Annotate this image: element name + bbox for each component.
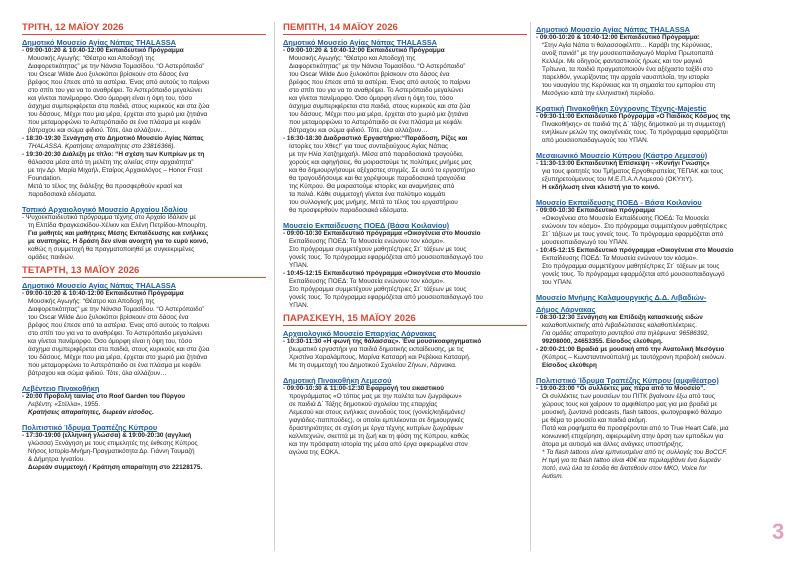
event-text-line: Για μαθητές και μαθήτριες Μέσης Εκπαίδευσης και ενήλικες [28, 230, 209, 237]
column-divider [530, 22, 531, 551]
event-text-line: Εκπαίδευσης ΠΟΕΔ: Τα Μουσεία ενώνουν τον κόσμο». [542, 255, 698, 262]
event-text-line: βάτραχου και σώμα φιδιού. Τότε, όλα αλλάζουν… [28, 127, 167, 134]
event-text-line: ανοίξ πανιά!” με την μουσειοπαιδαγωγό Μαρίνα Πρωτοπαπά [542, 50, 714, 57]
event-text-line: καλλιτεχνών, σκεπτά με τη ζωή και τη φύση της Κύπρου, καθώς [289, 433, 469, 440]
venue-title: Μουσείο Μνήμης Καλαμουργικής Δ.Δ. Λιβαδιών- [536, 293, 707, 302]
event-text-line: Κρατήσεις απαραίτητες, δωρεάν είσοδος. [28, 409, 154, 416]
venue-title: Κρατική Πινακοθήκη Σύγχρονης Τέχνης-Majestic [536, 104, 707, 113]
event-text-line: και γίνεται πανέμορφο. Όσο όμορφη είναι η όψη του, τόσο [289, 95, 454, 102]
event-text-line: άτομα με αυτισμό και άλλες ανάγκες υποστήριξης. [542, 441, 684, 448]
event-text-line: στο σπίτι του για να το αναθρέψει. Το Αστερόπαιδο μεγαλώνει [28, 330, 203, 337]
venue-title: Δημοτικό Μουσείο Αγίας Νάπας THALASSA [536, 25, 691, 34]
event-text-line: που μεταμορφώνει το Αστερόπαιδο σε ένα πλάσμα με κεφάλι [289, 119, 462, 126]
spacer [283, 370, 527, 373]
event-text-line: της Κύπρου. Θα μοιραστούμε ιστορίες και αναμνήσεις από [289, 183, 455, 190]
event-text-line: Ποτά και ροφήματα θα προσφέρονται από το True Heart Café, μια [542, 425, 729, 432]
event-text-line: κοινωνική επιχείρηση, αφιερωμένη στην άρση των εμποδίων για [542, 433, 724, 440]
event-text-line: και την πρόσφατη ιστορία της μέσα από έργα αφιερωμένα στον [289, 441, 468, 448]
event-text-line: καθώς η συμμετοχή θα πραγματοποιηθεί με συγκεκριμένες [28, 246, 195, 253]
event-text-line: θα τραγουδήσουμε και θα χορέψουμε παραδοσιακά τραγούδια [289, 175, 466, 182]
day-heading: ΤΕΤΑΡΤΗ, 13 ΜΑΪΟΥ 2026 [22, 265, 266, 278]
event-text-line: και γίνεται πανέμορφο. Όσο όμορφη είναι η όψη του, τόσο [28, 95, 193, 102]
page-number: 3 [772, 519, 785, 544]
venue-title: Αρχαιολογικό Μουσείο Επαρχίας Λάρνακας [283, 329, 437, 338]
event-text-line: χώρους τους και χαίρουν το αμφιθέατρο μας για μια βραδιά με [542, 401, 718, 408]
event-text-line: & Δήμητρα Ιγνατίου. [28, 456, 86, 463]
spacer [536, 192, 780, 195]
event-text-line: Νήσος Ιστορία-Μνήμη-Πραγματικότητα Δρ. Γιάννη Τουμαζή [28, 448, 195, 455]
event-text-line: ποτό, ενώ όλα τα έσοδα θα διατεθούν στον ΜΚΟ, Voice for [542, 465, 707, 472]
event-text-line: με την Ηλία Χατζημιχαήλ. Μέσα από παραδοσιακά τραγούδια, [289, 151, 464, 158]
column-divider [274, 22, 275, 551]
venue-title: Δημοτικό Μουσείο Αγίας Νάπας THALASSA [22, 38, 177, 47]
event-text-line: που μεταμορφώνει το Αστερόπαιδο σε ένα πλάσμα με κεφάλι [28, 119, 201, 126]
event-text-line: Πινακοθήκης» σε παιδιά της Δ΄ τάξης δημοτικού με τη συμμετοχή [542, 121, 726, 128]
event-text-line: του δάσους. Μέχρι που μια μέρα, έρχεται στο χωριό μια ζητιάνα [28, 111, 208, 118]
event-text-line: 99208000, 24653355. Είσοδος ελεύθερη. [542, 338, 663, 345]
event-text-line: άσχημα συμπεριφέρεται στα παιδιά, στους κυρικούς και στα ζώα [289, 103, 471, 110]
venue-title: Δημοτικό Μουσείο Αγίας Νάπας THALASSA [283, 38, 438, 47]
event-text-line: τη Ελπίδα Φραγκεσκίδου-Χέλκιν και Ελένη Πετρίδου-Μπουρίτη. [28, 222, 208, 229]
spacer [536, 98, 780, 101]
event-text-line: Η εκδήλωση είναι κλειστή για το κοινό. [542, 184, 660, 191]
spacer [22, 417, 266, 420]
event-text-line: - 09:30-11:00 Εκπαιδευτικό Πρόγραμμα «Ο Παιδικός Κόσμος της [536, 113, 731, 120]
spacer [536, 370, 780, 373]
event-text-line: άσχημα συμπεριφέρεται στα παιδιά, στους κυρικούς και στα ζώα [28, 346, 210, 353]
column-1 [22, 22, 266, 551]
event-text-line: Εκπαίδευσης ΠΟΕΔ: Τα Μουσεία ενώνουν τον κόσμο». [289, 278, 445, 285]
event-text-line: του ΥΠΑΝ. [542, 279, 573, 286]
spacer [536, 287, 780, 290]
venue-title: Πολιτιστικό Ίδρυμα Τραπέζης Κύπρου (αμφιθέατρο) [536, 376, 719, 385]
event-text-line: Μεσόγειο κατά την ελληνιστική περίοδο. [542, 90, 655, 97]
event-text-line: του δάσους. Μέχρι που μια μέρα, έρχεται στο χωριό μια ζητιάνα [28, 354, 208, 361]
event-text-line: ενηλίκων μελών της οικογένειάς τους. Το πρόγραμμα εφαρμόζεται [542, 129, 728, 136]
venue-title: Δημοτικό Μουσείο Αγίας Νάπας THALASSA [22, 281, 177, 290]
venue-title: Πολιτιστικό Ίδρυμα Τραπέζης Κύπρου [22, 423, 158, 432]
day-heading: ΠΕΜΠΤΗ, 14 ΜΑΪΟΥ 2026 [283, 22, 527, 35]
event-text-line: Autism. [542, 473, 564, 480]
event-text-line: σε παιδιά Δ΄ Τάξης δημοτικού σχολείου της επαρχίας [289, 401, 438, 408]
event-text-line: * Τα flash tattoos είναι εμπνευσμένα από τις συλλογές του BoCCF. [542, 449, 728, 456]
event-text-line: “Στην Αγία Νάπα τι θαλασσοφέλπτι… Καράβι της Κερύνειας, [542, 42, 712, 49]
event-text-line: ομάδες παιδιών. [28, 254, 75, 261]
event-text-line: - 17:30-19:00 (ελληνική γλώσσα) & 19:00-20:30 (αγγλική [22, 432, 192, 439]
event-text-line: στο σπίτι του για να το αναθρέψει. Το Αστερόπαιδο μεγαλώνει [289, 87, 464, 94]
event-text-line: μουσειοπαιδαγωγό του ΥΠΑΝ. [542, 239, 629, 246]
venue-title: Μεσαιωνικό Μουσείο Κύπρου (Κάστρο Λεμεσού) [536, 151, 708, 160]
event-text-line: γονείς τους. Το πρόγραμμα εφαρμόζεται από μουσειοπαιδαγωγό [542, 271, 725, 278]
event-text-line: Λεβέντη: «Στέλλα», 1955. [28, 401, 101, 408]
event-text-line: Foundation. [28, 175, 62, 182]
venue-title: Λεβέντειο Πινακοθήκη [22, 384, 100, 393]
event-text-line: βρέφος που έπεσε από τα αστέρια. Ένας από αυτούς το παίρνει [289, 79, 471, 86]
event-text-line: Τρίτωνα, τα παιδιά πραγματοποιούν ένα αξέχαστο ταξίδι στο [542, 66, 713, 73]
day-heading: ΠΑΡΑΣΚΕΥΗ, 15 ΜΑΪΟΥ 2026 [283, 313, 527, 326]
event-text-line: γιαγιάδες-παππούδες), οι οποίοι εμπλέκονται σε δημιουργικές [289, 417, 464, 424]
event-text-line: του Oscar Wilde Δυο ξυλοκόποι βρίσκουν στο δάσος ένα [28, 71, 189, 78]
event-text-line: Είσοδος ελεύθερη [542, 362, 597, 369]
event-text-line: με αναπηρίες. Η δράση δεν είναι ανοιχτή για το ευρύ κοινό, [28, 238, 209, 245]
event-text-line: Εκπαίδευσης ΠΟΕΔ: Τα Μουσεία ενώνουν τον κόσμο». [289, 238, 445, 245]
event-text-line: γονείς τους. Το πρόγραμμα εφαρμόζεται από μουσειοπαιδαγωγό του [289, 294, 483, 301]
event-text-line: Οι συλλέκτες των μουσείων του ΠΙΤΚ βγαίνουν έξω από τους [542, 393, 715, 400]
event-text-line: παραδοσιακά εδέσματα. [28, 191, 97, 198]
event-text-line: - 16:30-18:30 Διαδραστικό Εργαστήριο:“Παράδοση, Ρίζες και [283, 135, 468, 142]
event-text-line: γονείς τους. Το πρόγραμμα εφαρμόζεται από μουσειοπαιδαγωγό του [289, 254, 483, 261]
venue-title: Μουσείο Εκπαίδευσης ΠΟΕΔ - Βάσα Κοιλανίου [536, 198, 702, 207]
event-text-line: αγώνα της ΕΟΚΑ. [289, 449, 341, 456]
event-text-line: παρελθόν, γνωρίζοντας την αρχαία ναυσιπλοΐα, την ιστορία [542, 74, 709, 81]
event-text-line: - 11:30-13:00 Εκπαιδευτική Επίσκεψη - «Κυνήγι Γνώσης» [536, 160, 710, 167]
event-text-line: μουσική, ζωντανά podcasts, flash tattoos, φωτογραφικό θάλαμο [542, 409, 722, 416]
event-text-line: ΥΠΑΝ. [289, 302, 309, 309]
event-text-line: - 09:00-10:30 & 11:00-12:30 Εφαρμογή του εικαστικού [283, 385, 445, 392]
event-text-line: προγράμματος «Ο τόπος μας με την παλέτα των ζωγράφων» [289, 393, 462, 400]
day-heading: ΤΡΙΤΗ, 12 ΜΑΪΟΥ 2026 [22, 22, 266, 35]
column-3 [536, 22, 780, 551]
event-text-line: θα προσφερθούν παραδοσιακά εδέσματα. [289, 207, 409, 214]
event-text-line: - 08:30-12:30 Ξενάγηση και Επίδειξη κατασκευής ειδών [536, 314, 703, 321]
event-text-line: γλώσσα) Ξενάγηση με τους επιμελητές της έκθεσης Κύπρος [28, 440, 198, 447]
event-text-line: Χριστίνα Χαραλάμπους, Μαρίνα Κατσαρή και Ρεβέκκα Κατσαρή. [289, 354, 471, 361]
event-text-line: δραστηριότητες σε σχέση με έργα τέχνης κυπρίων ζωγράφων [289, 425, 463, 432]
event-text-line: ενώνουν τον κόσμο». Στο πρόγραμμα συμμετέχουν μαθητές/τριες [542, 223, 727, 230]
event-text-line: - 09:00-10:20 & 10:40-12:00 Εκπαιδευτικό Πρόγραμμα: [536, 34, 700, 41]
event-text-line: - 10:45-12:15 Εκπαιδευτικό πρόγραμμα «Οικογένεια στο Μουσείο [283, 270, 481, 277]
event-text-line: - 09:00-10:20 & 10:40-12:00 Εκπαιδευτικό Πρόγραμμα [22, 290, 184, 297]
event-text-line: - 19:30-20:30 Διάλεξη με τίτλο: “Η σχέση των Κυπρίων με τη [22, 151, 205, 158]
event-text-line: του συλλογικής μας μνήμης. Μετά το τέλος του εργαστήριου [289, 199, 458, 206]
venue-title: Δήμος Λάρνακας [536, 305, 596, 314]
event-text-line: - 09:00-10:20 & 10:40-12:00 Εκπαιδευτικό Πρόγραμμα [283, 47, 445, 54]
event-text-line: Ιστορίες του Χθες!” για τους συνταξιούχους Αγίας Νάπας [289, 143, 449, 150]
spacer [283, 215, 527, 218]
event-text-line: του Oscar Wilde Δυο ξυλοκόποι βρίσκουν στο δάσος ένα [289, 71, 450, 78]
event-text-line: - Ψυχοεκπαιδευτικό πρόγραμμα τέχνης στο Αρχαίο Ιδάλιον με [22, 214, 197, 221]
venue-title: Δημοτική Πινακοθήκη Λεμεσού [283, 376, 392, 385]
event-text-line: Μουσικής Αγωγής: “Θέατρο και Αποδοχή της [28, 298, 155, 305]
event-text-line: Μουσικής Αγωγής: “Θέατρο και Αποδοχή της [289, 55, 416, 62]
event-text-line: Στο πρόγραμμα συμμετέχουν μαθητές/τριες Στ΄ τάξεων με τους [289, 286, 467, 293]
event-text-line: THALASSA. Κρατήσεις απαραίτητες στο 23816366). [28, 143, 176, 150]
event-text-line: - 20:00-21:00 Βραδιά με μουσική από την Ανατολική Μεσόγειο [536, 346, 725, 353]
event-text-line: - 09:00-10:30 Εκπαιδευτικό πρόγραμμα [536, 207, 655, 214]
event-text-line: Διαφορετικότητας” με την Νάνσια Τομασίδου. “Ο Αστερόπαιδο” [289, 63, 466, 70]
event-text-line: Μετά το τέλος της διάλεξης θα προσφερθούν κρασί και [28, 183, 183, 190]
spacer [536, 145, 780, 148]
event-text-line: (Κύπρος – Κωνσταντινούπολη) με ταυτόχρονη προβολή εικόνων. [542, 354, 727, 361]
event-text-line: βρέφος που έπεσε από τα αστέρια. Ένας από αυτούς το παίρνει [28, 79, 210, 86]
event-text-line: τα παλιά. Κάθε συμμετοχή γίνεται ένα πολύτιμο κομμάτι [289, 191, 446, 198]
event-text-line: για τους φοιτητές του Τμήματος Εργοθεραπείας ΤΕΠΑΚ και τους [542, 168, 724, 175]
event-text-line: Μουσικής Αγωγής: “Θέατρο και Αποδοχή της [28, 55, 155, 62]
event-text-line: ΥΠΑΝ. [289, 262, 309, 269]
event-text-line: - 19:00-23:00 “Οι συλλέκτες μας πέρα από το Μουσείο”. [536, 385, 706, 392]
event-text-line: βιωματικό εργαστήρι για παιδιά δημοτικής εκπαίδευσης, με τις [289, 346, 464, 353]
event-text-line: εξυπηρετούμενους του Μ.Ε.Π.Α.Λ Λεμεσού (ΟΚΥπΥ). [542, 176, 694, 183]
event-text-line: χορούς και αφηγήσεις, θα μοιραστούμε τις πολύτιμες μνήμες μας [289, 159, 472, 166]
event-text-line: Λεμεσού και στους ενήλικες συνοδούς τους (γονείς/κηδεμόνες/ [289, 409, 466, 416]
event-text-line: καλαθοπλεκτικής από Λιβαδιώτισσες καλαθοπλέκτριες. [542, 322, 697, 329]
event-text-line: Η τιμή για τα flash tattoo είναι 40€ και περιλαμβάνει ένα δωρεάν [542, 457, 721, 464]
event-text-line: - 09:00-10:30 Εκπαιδευτικό πρόγραμμα «Οικογένεια στο Μουσείο [283, 230, 481, 237]
event-text-line: Διαφορετικότητας” με την Νάνσια Τομασίδου. “Ο Αστερόπαιδο” [28, 306, 205, 313]
event-text-line: Στο πρόγραμμα συμμετέχουν μαθητές/τριες Στ΄ τάξεων με τους [542, 263, 720, 270]
event-text-line: - 09:00-10:20 & 10:40-12:00 Εκπαιδευτικό Πρόγραμμα [22, 47, 184, 54]
event-text-line: βάτραχου και σώμα φιδιού. Τότε, όλα αλλάζουν… [28, 370, 167, 377]
event-text-line: άσχημα συμπεριφέρεται στα παιδιά, στους κυρικούς και στα ζώα [28, 103, 210, 110]
event-text-line: του Oscar Wilde Δυο ξυλοκόποι βρίσκουν στο δάσος ένα [28, 314, 189, 321]
venue-title: Τοπικό Αρχαιολογικό Μουσείο Αρχαίου Ιδαλίου [22, 205, 188, 214]
event-text-line: και γίνεται πανέμορφο. Όσο όμορφη είναι η όψη του, τόσο [28, 338, 193, 345]
event-text-line: βρέφος που έπεσε από τα αστέρια. Ένας από αυτούς το παίρνει [28, 322, 210, 329]
event-text-line: από μουσειοπαιδαγωγούς του ΥΠΑΝ. [542, 137, 649, 144]
event-text-line: στο σπίτι του για να το αναθρέψει. Το Αστερόπαιδο μεγαλώνει [28, 87, 203, 94]
event-text-line: θάλασσα μέσα από τη μελέτη της αλιείας στην αρχαιότητα” [28, 159, 194, 166]
event-text-line: Με τη συμμετοχή του Δημοτικού Σχολείου Ζήνων, Λάρνακα. [289, 362, 457, 369]
event-text-line: που μεταμορφώνει το Αστερόπαιδο σε ένα πλάσμα με κεφάλι [28, 362, 201, 369]
spacer [22, 378, 266, 381]
spacer [22, 199, 266, 202]
event-text-line: του ναυαγίου της Κερύνειας και τη σημασία του εμπορίου στη [542, 82, 716, 89]
event-text-line: και θα δημιουργήσουμε αξέχαστες στιγμές. Σε αυτό το εργαστήριο [289, 167, 476, 174]
event-text-line: Για ομάδες απαραίτητο ραντεβού στα τηλέφωνα: 96586392, [542, 330, 710, 337]
event-text-line: Στ΄ τάξεων με τους γονείς τους. Το πρόγραμμα εφαρμόζεται από [542, 231, 724, 238]
event-text-line: με θέμα το μουσείο και παιδιά ακόμη. [542, 417, 648, 424]
event-text-line: Στο πρόγραμμα συμμετέχουν μαθητές/τριες Στ΄ τάξεων με τους [289, 246, 467, 253]
event-text-line: - 18:30-19:30 Ξενάγηση στο Δημοτικό Μουσείο Αγίας Νάπας [22, 135, 204, 142]
column-2 [283, 22, 527, 551]
event-text-line: βάτραχου και σώμα φιδιού. Τότε, όλα αλλάζουν… [289, 127, 428, 134]
event-text-line: με την Δρ. Μαρία Μιχαήλ, Εταίρος Αρχαιολόγος – Honor Frost [28, 167, 203, 174]
event-text-line: «Οικογένεια στο Μουσείο Εκπαίδευσης ΠΟΕΔ: Τα Μουσεία [542, 215, 709, 222]
event-text-line: Διαφορετικότητας” με την Νάνσια Τομασίδου. “Ο Αστερόπαιδο” [28, 63, 205, 70]
event-text-line: - 10:30-11:30 «Η φωνή της θάλασσας». Ένα μουσικοαφηγηματικό [283, 338, 482, 345]
event-text-line: Κελλέρι. Με οδηγούς φανταστικούς ήρωες και τον μαγικό [542, 58, 703, 65]
event-text-line: Δωρεάν συμμετοχή / Κράτηση απαραίτητη στο 22128175. [28, 464, 203, 471]
event-text-line: - 10:45-12:15 Εκπαιδευτικό πρόγραμμα «Οικογένεια στο Μουσείο [536, 247, 734, 254]
event-text-line: - 20:00 Προβολή ταινίας στο Roof Garden του Πύργου [22, 393, 186, 400]
venue-title: Μουσείο Εκπαίδευσης ΠΟΕΔ (Βάσα Κοιλανίου) [283, 221, 450, 230]
event-text-line: του δάσους. Μέχρι που μια μέρα, έρχεται στο χωριό μια ζητιάνα [289, 111, 469, 118]
